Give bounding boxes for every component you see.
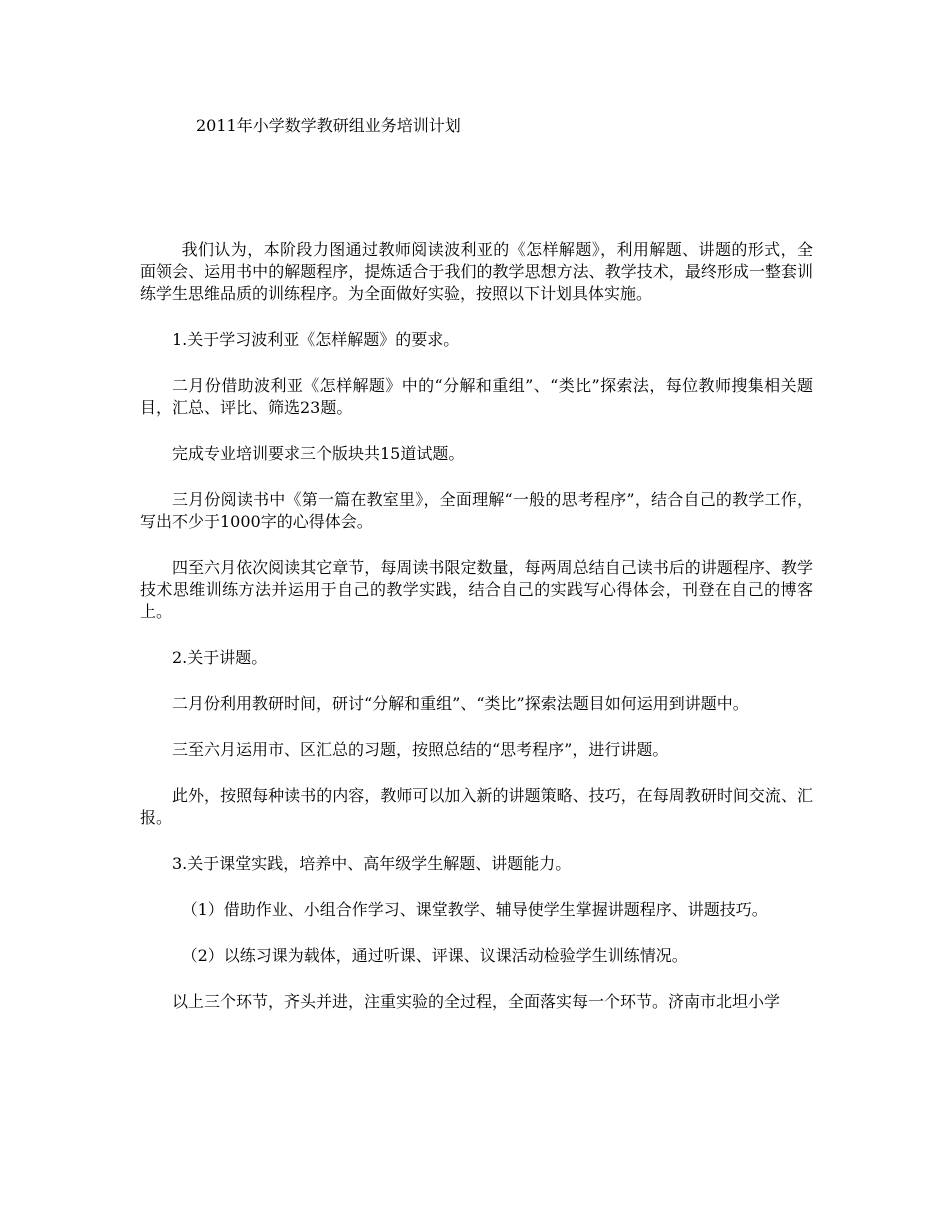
document-body: [140, 239, 813, 1037]
paragraph: 四至六月依次阅读其它章节，每周读书限定数量，每两周总结自己读书后的讲题程序、教学技术思维训练方法并运用于自己的教学实践，结合自己的实践写心得体会，刊登在自己的博客上。: [140, 558, 813, 621]
list-item-1: （1）借助作业、小组合作学习、课堂教学、辅导使学生掌握讲题程序、讲题技巧。: [181, 900, 768, 919]
paragraph: 二月份利用教研时间，研讨“分解和重组”、“类比”探索法题目如何运用到讲题中。: [172, 694, 749, 713]
section-heading-3: 3.关于课堂实践，培养中、高年级学生解题、讲题能力。: [172, 854, 572, 873]
paragraph: 完成专业培训要求三个版块共15道试题。: [172, 444, 465, 463]
paragraph-closing: 以上三个环节，齐头并进，注重实验的全过程，全面落实每一个环节。济南市北坦小学: [172, 992, 781, 1011]
list-item-2: （2）以练习课为载体，通过听课、评课、议课活动检验学生训练情况。: [181, 946, 688, 965]
paragraph: 三至六月运用市、区汇总的习题，按照总结的“思考程序”，进行讲题。: [172, 740, 669, 759]
paragraph: 此外，按照每种读书的内容，教师可以加入新的讲题策略、技巧，在每周教研时间交流、汇报。: [140, 786, 813, 827]
paragraph: 三月份阅读书中《第一篇在教室里》，全面理解“一般的思考程序”，结合自己的教学工作，写出不少于1000字的心得体会。: [140, 490, 813, 531]
paragraph: 二月份借助波利亚《怎样解题》中的“分解和重组”、“类比”探索法，每位教师搜集相关题目，汇总、评比、筛选23题。: [140, 376, 813, 417]
paragraph-intro: 我们认为，本阶段力图通过教师阅读波利亚的《怎样解题》，利用解题、讲题的形式，全面领会、运用书中的解题程序，提炼适合于我们的教学思想方法、教学技术，最终形成一整套训练学生思维品质的训练程序。为全面做好实验，按照以下计划具体实施。: [140, 240, 813, 303]
section-heading-1: 1.关于学习波利亚《怎样解题》的要求。: [172, 330, 460, 349]
section-heading-2: 2.关于讲题。: [172, 648, 268, 667]
document-title: 2011年小学数学教研组业务培训计划: [196, 116, 461, 135]
